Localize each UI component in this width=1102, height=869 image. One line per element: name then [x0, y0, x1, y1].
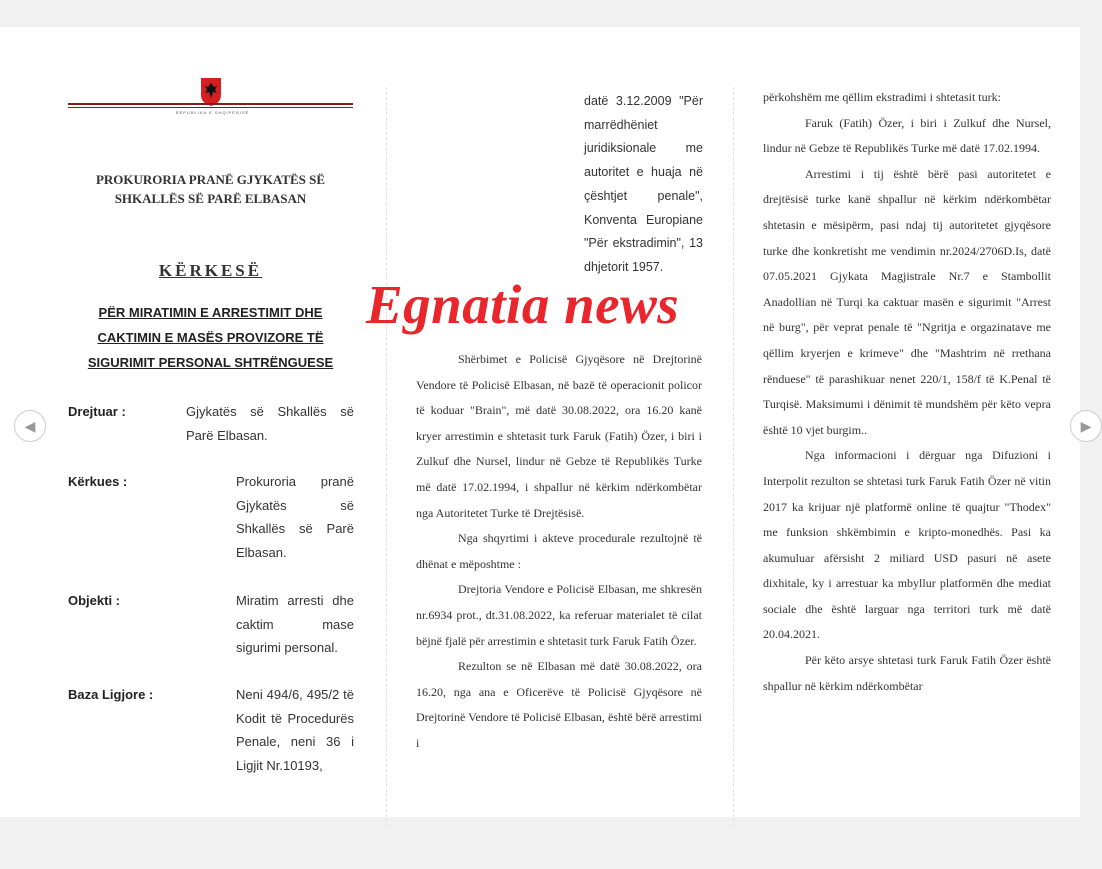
kerkues-value: Prokuroria pranë Gjykatës së Shkallës së Parë Elbasan.: [236, 474, 354, 560]
chevron-right-icon[interactable]: ▶: [1070, 410, 1102, 442]
column-separator: [733, 87, 734, 827]
drejtuar-label: Drejtuar :: [68, 404, 126, 419]
paragraph: Faruk (Fatih) Özer, i biri i Zulkuf dhe Nursel, lindur në Gebze të Republikës Turke më datë 17.02.1994.: [763, 115, 1051, 156]
baza-ligjore-label: Baza Ligjore :: [68, 687, 154, 702]
watermark-logo: Egnatia news: [366, 274, 680, 335]
chevron-left-icon[interactable]: ◀: [14, 410, 46, 442]
paragraph: Nga informacioni i dërguar nga Difuzioni i Interpolit rezulton se shtetasi turk Faruk Fatih Özer në vitin 2017 ka krijuar një platformë online të quajtur "Thodex" me funksion shkëmbimin e kripto-monedhës. Pasi ka akumuluar afërsisht 2 miliard USD pasuri në asete dixhitale, ky i arrestuar ka mbyllur platformën dhe mediat sociale dhe është larguar nga territori turk më datë 20.04.2021.: [763, 448, 1051, 642]
header-rule: [68, 103, 353, 105]
drejtuar-value: Gjykatës së Shkallës së Parë Elbasan.: [186, 404, 354, 443]
column2-body: [416, 347, 702, 757]
paragraph: Rezulton se në Elbasan më datë 30.08.2022, ora 16.20, nga ana e Oficerëve të Policisë Gjyqësore në Drejtorinë Vendore të Policisë Elbasan, është bërë arrestimi i: [416, 659, 702, 750]
paragraph: Drejtoria Vendore e Policisë Elbasan, me shkresën nr.6934 prot., dt.31.08.2022, ka referuar materialet të cilat bëjnë fjalë për arrestimin e shtetasit turk Faruk Fatih Özer.: [416, 582, 702, 648]
column-separator: [386, 87, 387, 827]
column3-body: [763, 85, 1051, 699]
objekti-value: Miratim arresti dhe caktim mase sigurimi personal.: [236, 593, 354, 655]
column2-top-text: datë 3.12.2009 "Për marrëdhëniet juridiksionale me autoritet e huaja në çështjet penale", Konventa Europiane "Për ekstradimin", 13 dhjetorit 1957.: [584, 94, 703, 274]
objekti-label: Objekti :: [68, 593, 121, 608]
kerkues-label: Kërkues :: [68, 474, 128, 489]
paragraph: Shërbimet e Policisë Gjyqësore në Drejtorinë Vendore të Policisë Elbasan, në bazë të operacionit policor të koduar "Brain", më datë 30.08.2022, ora 16.20 kanë kryer arrestimin e shtetasit turk Faruk (Fatih) Özer, i biri i Zulkuf dhe Nursel, lindur në Gebze të Republikës Turke më datë 17.02.1994, i shpallur në kërkim ndërkombëtar nga Autoritetet Turke të Drejtësisë.: [416, 352, 702, 520]
document-subject: PËR MIRATIMIN E ARRESTIMIT DHE CAKTIMIN E MASËS PROVIZORE TË SIGURIMIT PERSONAL SHTRËNGUESE: [87, 305, 334, 370]
document-page: [0, 27, 1080, 817]
paragraph: Arrestimi i tij është bërë pasi autoritetet e drejtësisë turke kanë shpallur në kërkim ndërkombëtar shtetasin e mësipërm, pasi ndaj tij autoritetet gjyqësore turke dhe konkretisht me vendimin nr.2024/2706D.Is, datë 07.05.2021 Gjykata Magjistrale Nr.7 e Stambollit Anadollian në Turqi ka caktuar masën e sigurimit "Arrest në burg", për veprat penale të "Ngritja e orgazinatave me qëllim kryerjen e krimeve" dhe "Mashtrim në rrethana rënduese" të parashikuar nenet 220/1, 158/f të K.Penal të Turqisë. Maksimumi i dënimit të mundshëm për këto vepra është 10 vjet burgim..: [763, 166, 1051, 437]
header-rule-thin: [68, 107, 353, 108]
republic-label: REPUBLIKA E SHQIPËRISË: [175, 110, 250, 115]
baza-ligjore-value: Neni 494/6, 495/2 të Kodit të Procedurës Penale, neni 36 i Ligjit Nr.10193,: [236, 687, 354, 773]
office-name: PROKURORIA PRANË GJYKATËS SË SHKALLËS SË PARË ELBASAN: [95, 172, 326, 206]
document-title: KËRKESË: [158, 261, 263, 280]
paragraph: Nga shqyrtimi i akteve procedurale rezultojnë të dhënat e mëposhtme :: [416, 531, 702, 571]
paragraph: përkohshëm me qëllim ekstradimi i shtetasit turk:: [763, 90, 1001, 104]
paragraph: Për këto arsye shtetasi turk Faruk Fatih Özer është shpallur në kërkim ndërkombëtar: [763, 653, 1051, 693]
